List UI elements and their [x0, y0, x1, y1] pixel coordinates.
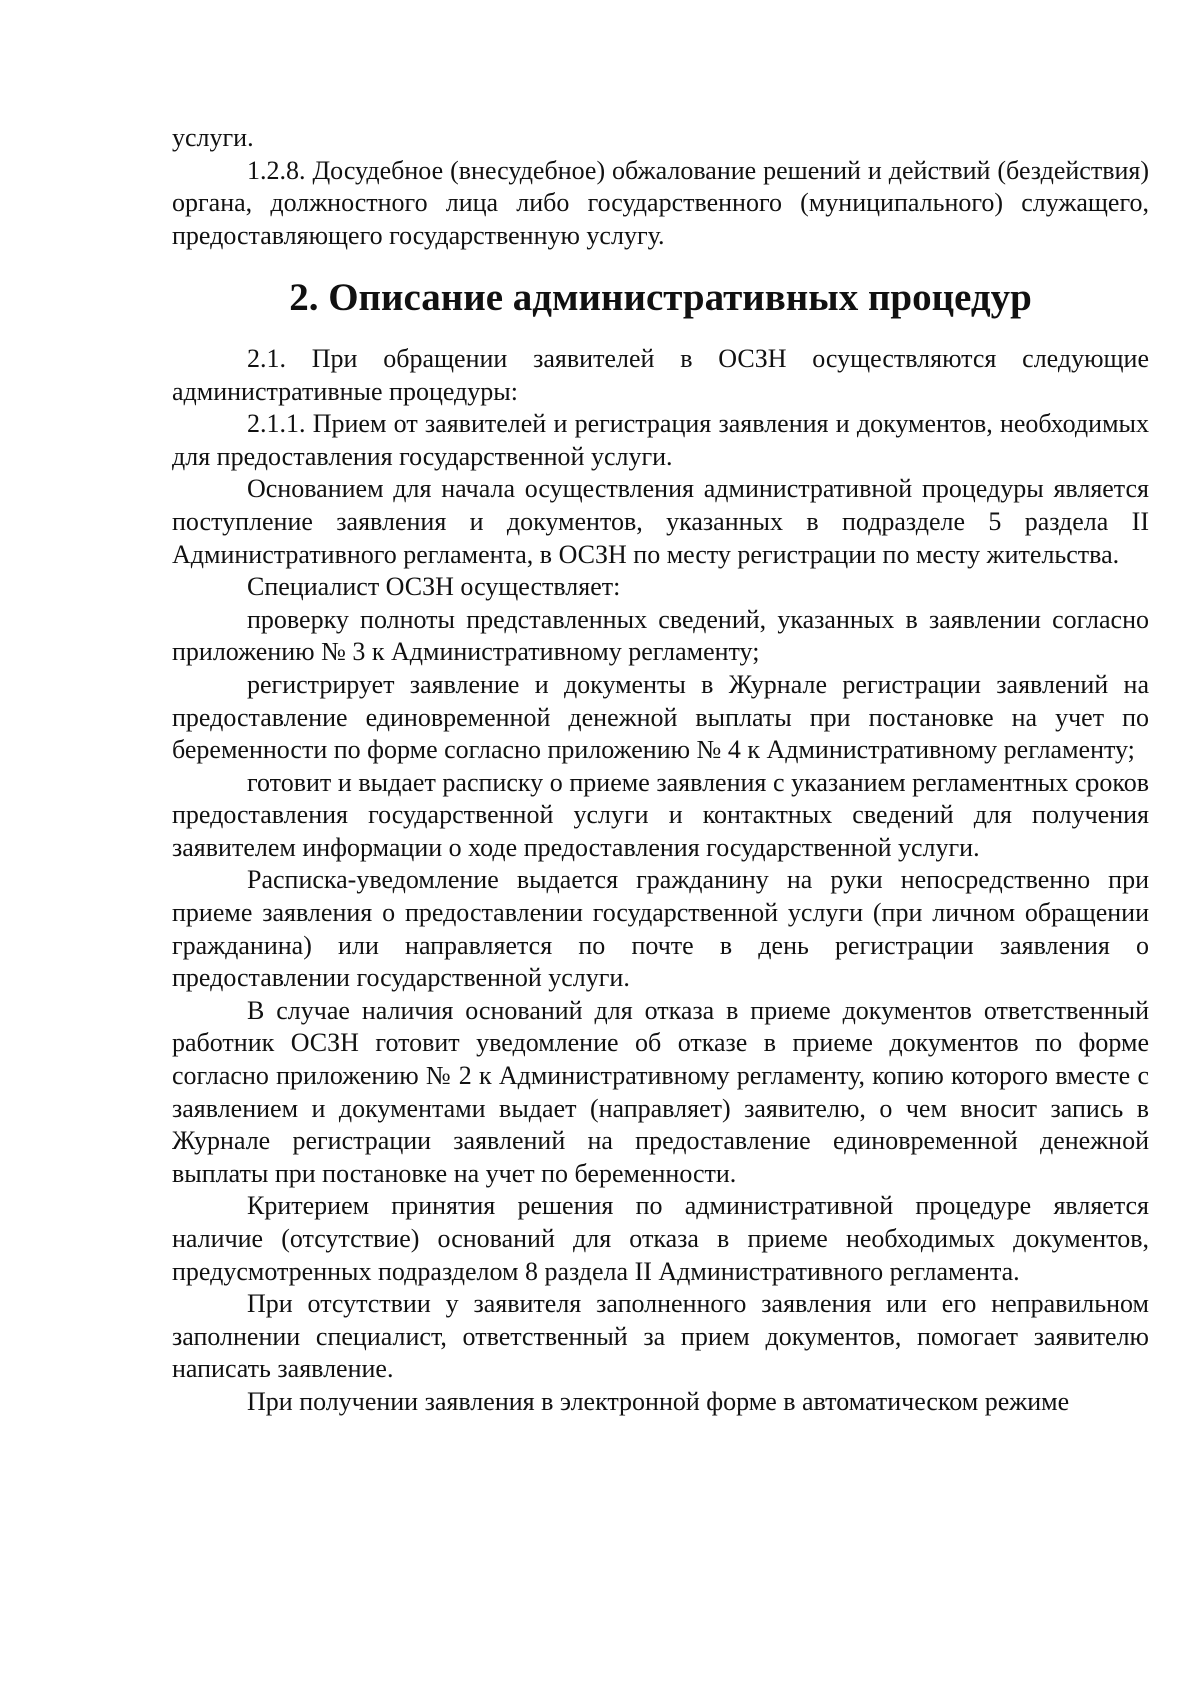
- paragraph-notification: Расписка-уведомление выдается гражданину на руки непосредственно при приеме заявления о предоставлении государственной услуги (при личном обращении гражданина) или направляется по почте в день регистрации заявления о предоставлении государственной услуги.: [172, 865, 1149, 993]
- paragraph-2-1: 2.1. При обращении заявителей в ОСЗН осуществляются следующие административные процедуры:: [172, 343, 1149, 406]
- paragraph-electronic: При получении заявления в электронной форме в автоматическом режиме: [247, 1386, 1070, 1416]
- paragraph-specialist: Специалист ОСЗН осуществляет:: [247, 572, 621, 602]
- paragraph-assistance: При отсутствии у заявителя заполненного заявления или его неправильном заполнении специалист, ответственный за прием документов, помогает заявителю написать заявление.: [172, 1289, 1149, 1384]
- paragraph-criterion: Критерием принятия решения по административной процедуре является наличие (отсутствие) оснований для отказа в приеме необходимых документов, предусмотренных подразделом 8 раздела II Административного регламента.: [172, 1191, 1149, 1286]
- paragraph-1-2-8: 1.2.8. Досудебное (внесудебное) обжалование решений и действий (бездействия) органа, должностного лица либо государственного (муниципального) служащего, предоставляющего государственную услугу.: [172, 155, 1149, 250]
- section-heading: 2. Описание административных процедур: [289, 276, 1032, 320]
- paragraph-refusal: В случае наличия оснований для отказа в приеме документов ответственный работник ОСЗН готовит уведомление об отказе в приеме документов по форме согласно приложению № 2 к Административному регламенту, копию которого вместе с заявлением и документами выдает (направляет) заявителю, о чем вносит запись в Журнале регистрации заявлений на предоставление единовременной денежной выплаты при постановке на учет по беременности.: [172, 995, 1149, 1188]
- paragraph-register: регистрирует заявление и документы в Журнале регистрации заявлений на предоставление единовременной денежной выплаты при постановке на учет по беременности по форме согласно приложению № 4 к Административному регламенту;: [172, 669, 1149, 765]
- paragraph-receipt: готовит и выдает расписку о приеме заявления с указанием регламентных сроков предоставления государственной услуги и контактных сведений для получения заявителем информации о ходе предоставления государственной услуги.: [172, 767, 1149, 862]
- intro-continuation: услуги.: [172, 123, 254, 152]
- paragraph-2-1-1: 2.1.1. Прием от заявителей и регистрация заявления и документов, необходимых для предоставления государственной услуги.: [172, 409, 1149, 471]
- paragraph-basis: Основанием для начала осуществления административной процедуры является поступление заявления и документов, указанных в подразделе 5 раздела II Административного регламента, в ОСЗН по месту регистрации по месту жительства.: [172, 474, 1149, 569]
- paragraph-check: проверку полноты представленных сведений, указанных в заявлении согласно приложению № 3 к Административному регламенту;: [172, 604, 1149, 667]
- document-page: [172, 122, 1149, 1419]
